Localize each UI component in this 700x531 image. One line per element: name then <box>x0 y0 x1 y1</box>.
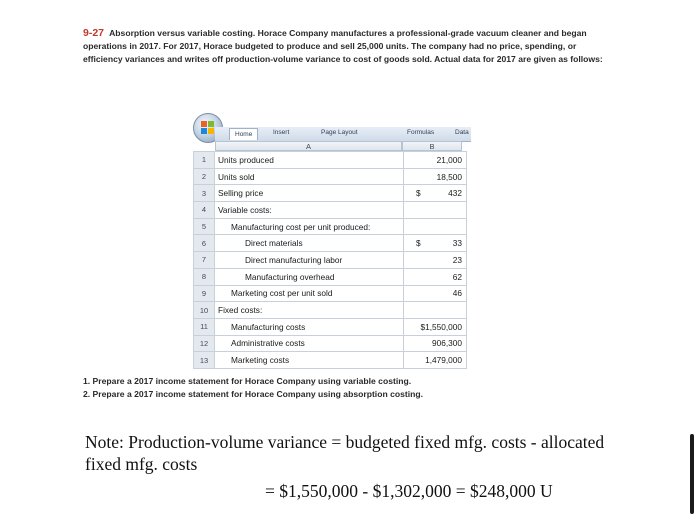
row-number[interactable]: 13 <box>194 352 215 369</box>
spreadsheet-row <box>194 218 467 235</box>
tab-home[interactable]: Home <box>229 128 258 140</box>
cell-label[interactable]: Manufacturing costs <box>215 318 404 335</box>
question-1: 1. Prepare a 2017 income statement for Horace Company using variable costing. <box>83 376 412 386</box>
cell-number: 23 <box>452 254 462 265</box>
spreadsheet-row <box>194 268 467 285</box>
cell-value[interactable] <box>404 168 467 185</box>
spreadsheet-row <box>194 352 467 369</box>
row-number[interactable]: 8 <box>194 268 215 285</box>
spreadsheet-row <box>194 285 467 302</box>
spreadsheet-row <box>194 185 467 202</box>
problem-number: 9-27 <box>83 27 105 39</box>
row-number[interactable]: 9 <box>194 285 215 302</box>
cell-label[interactable]: Direct materials <box>215 235 404 252</box>
office-logo-icon <box>201 121 215 135</box>
problem-statement <box>83 27 603 67</box>
row-number[interactable]: 12 <box>194 335 215 352</box>
tab-formulas[interactable]: Formulas <box>407 129 435 136</box>
spreadsheet-row <box>194 152 467 169</box>
cell-label[interactable]: Marketing costs <box>215 352 404 369</box>
cell-value[interactable] <box>404 218 467 235</box>
spreadsheet-row <box>194 202 467 219</box>
row-number[interactable]: 11 <box>194 318 215 335</box>
cell-value[interactable] <box>404 352 467 369</box>
spreadsheet-row <box>194 335 467 352</box>
problem-text: Horace Company manufactures a professional-grade vacuum cleaner and began operations in 2017. For 2017, Horace budgeted to produce and sell 25,000 units. The company had no price, spending, or efficiency variances and writes off production-volume variance to cost of goods sold. Actual data for 2017 are given as follows: <box>83 28 603 65</box>
spreadsheet-row <box>194 318 467 335</box>
currency-symbol: $ <box>416 188 421 199</box>
cell-value[interactable] <box>404 252 467 269</box>
spreadsheet-figure <box>193 113 471 365</box>
spreadsheet-row <box>194 168 467 185</box>
cell-label[interactable]: Administrative costs <box>215 335 404 352</box>
cell-label[interactable]: Selling price <box>215 185 404 202</box>
row-number[interactable]: 10 <box>194 302 215 319</box>
spreadsheet-row <box>194 235 467 252</box>
cell-number: 18,500 <box>436 171 462 182</box>
note-text: Note: Production-volume variance = budgeted fixed mfg. costs - allocated fixed mfg. costs <box>85 432 605 474</box>
cell-label[interactable]: Manufacturing overhead <box>215 268 404 285</box>
cell-number: 1,479,000 <box>425 355 462 366</box>
note-formula: = $1,550,000 - $1,302,000 = $248,000 U <box>265 481 553 501</box>
cell-value[interactable] <box>404 235 467 252</box>
questions-list <box>83 375 423 401</box>
spreadsheet-row <box>194 302 467 319</box>
cell-value[interactable] <box>404 152 467 169</box>
cell-number: 33 <box>452 238 462 249</box>
question-2: 2. Prepare a 2017 income statement for Horace Company using absorption costing. <box>83 389 424 399</box>
row-number[interactable]: 5 <box>194 218 215 235</box>
cell-number: 46 <box>452 288 462 299</box>
cell-value[interactable] <box>404 268 467 285</box>
cell-label[interactable]: Variable costs: <box>215 202 404 219</box>
cell-label[interactable]: Direct manufacturing labor <box>215 252 404 269</box>
cell-value[interactable] <box>404 318 467 335</box>
row-number[interactable]: 2 <box>194 168 215 185</box>
cell-value[interactable] <box>404 202 467 219</box>
cell-label[interactable]: Units produced <box>215 152 404 169</box>
tab-page-layout[interactable]: Page Layout <box>321 129 358 136</box>
row-number[interactable]: 6 <box>194 235 215 252</box>
row-number[interactable]: 4 <box>194 202 215 219</box>
cell-label[interactable]: Manufacturing cost per unit produced: <box>215 218 404 235</box>
problem-title: Absorption versus variable costing. <box>109 28 256 38</box>
scrollbar[interactable] <box>690 434 694 514</box>
spreadsheet-row <box>194 252 467 269</box>
cell-number: $1,550,000 <box>420 321 462 332</box>
cell-value[interactable] <box>404 285 467 302</box>
cell-number: 906,300 <box>432 338 462 349</box>
tab-data[interactable]: Data <box>455 129 469 136</box>
row-number[interactable]: 1 <box>194 152 215 169</box>
tab-insert[interactable]: Insert <box>273 129 290 136</box>
cell-value[interactable] <box>404 335 467 352</box>
cell-number: 62 <box>452 271 462 282</box>
note <box>85 431 625 502</box>
cell-number: 432 <box>448 188 462 199</box>
spreadsheet-grid <box>193 151 467 369</box>
cell-label[interactable]: Marketing cost per unit sold <box>215 285 404 302</box>
cell-value[interactable] <box>404 185 467 202</box>
column-header-a[interactable]: A <box>215 141 402 151</box>
cell-label[interactable]: Units sold <box>215 168 404 185</box>
row-number[interactable]: 7 <box>194 252 215 269</box>
cell-value[interactable] <box>404 302 467 319</box>
currency-symbol: $ <box>416 238 421 249</box>
cell-number: 21,000 <box>436 154 462 165</box>
row-number[interactable]: 3 <box>194 185 215 202</box>
column-header-b[interactable]: B <box>402 141 462 151</box>
ribbon-tabs <box>215 127 471 142</box>
cell-label[interactable]: Fixed costs: <box>215 302 404 319</box>
